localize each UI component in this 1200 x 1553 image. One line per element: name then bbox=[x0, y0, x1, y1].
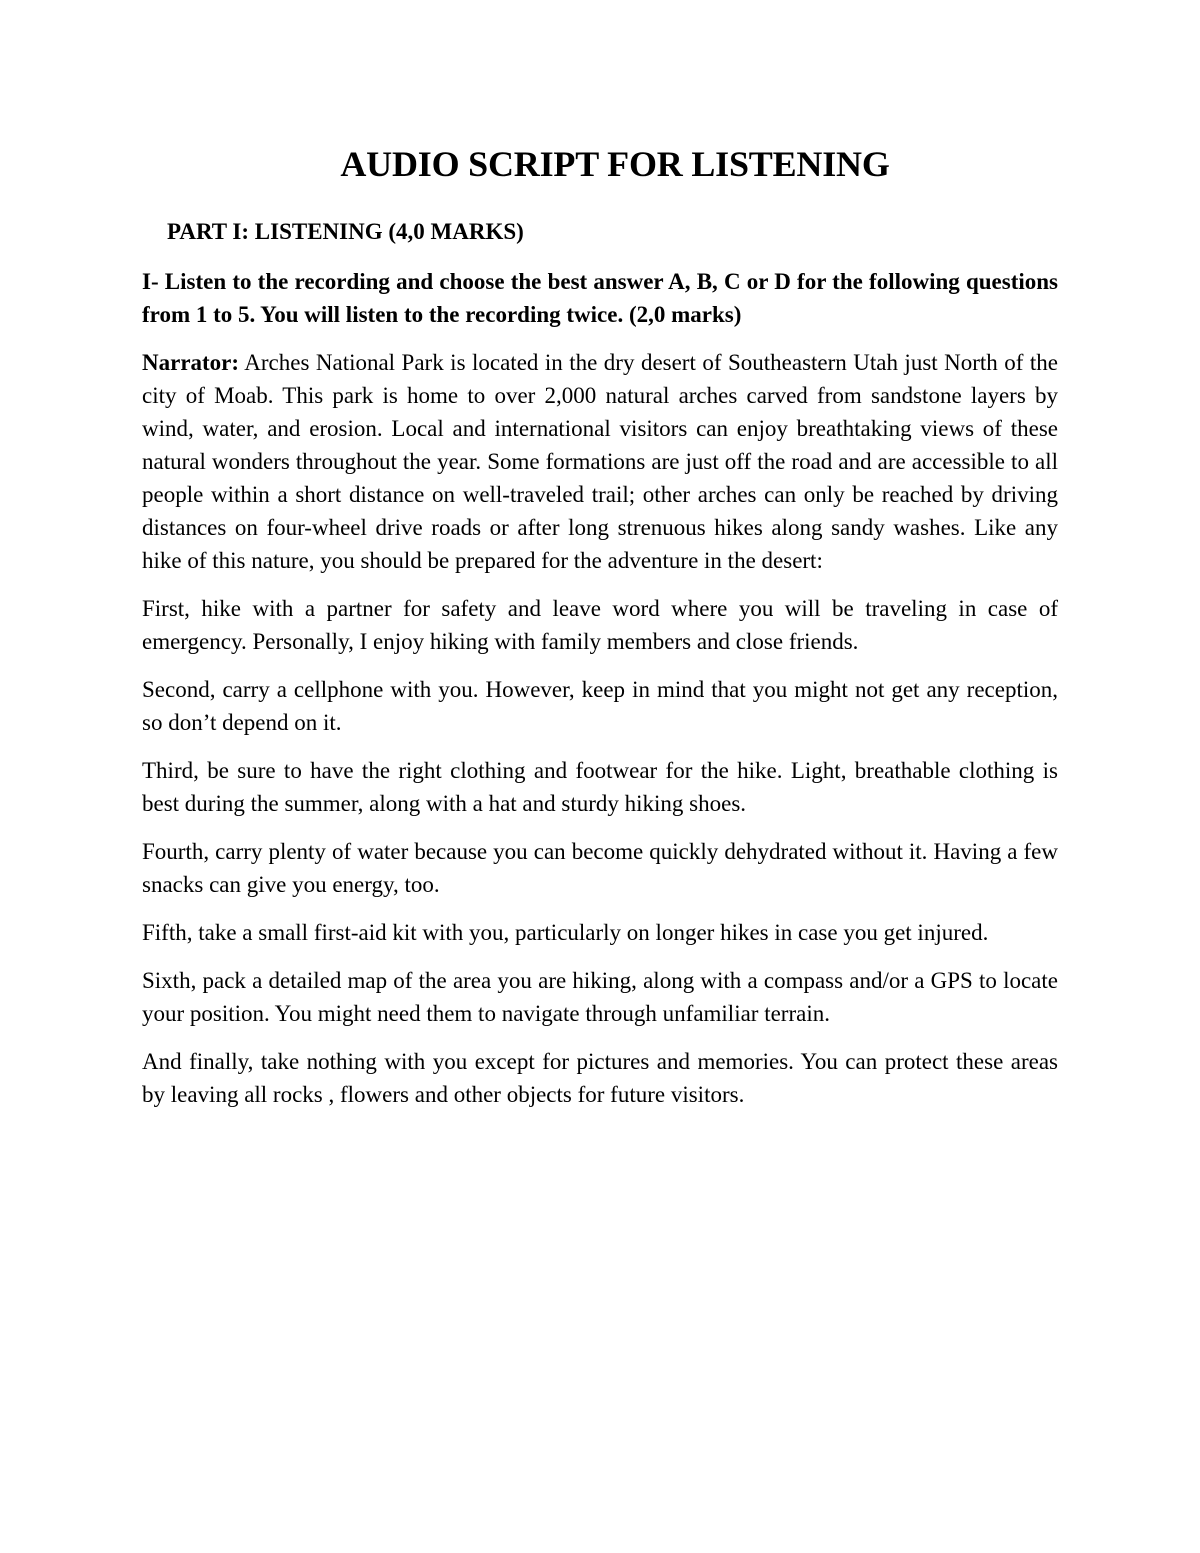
narrator-label: Narrator: bbox=[142, 350, 240, 375]
paragraph-finally: And finally, take nothing with you except for pictures and memories. You can protect these areas by leaving all rocks , flowers and other objects for future visitors. bbox=[142, 1049, 1058, 1107]
paragraph-fourth: Fourth, carry plenty of water because you can become quickly dehydrated without it. Having a few snacks can give you energy, too. bbox=[142, 839, 1058, 897]
document-page bbox=[142, 138, 1058, 1111]
paragraph-second: Second, carry a cellphone with you. However, keep in mind that you might not get any reception, so don’t depend on it. bbox=[142, 677, 1058, 735]
part-heading: PART I: LISTENING (4,0 MARKS) bbox=[167, 219, 524, 244]
document-title: AUDIO SCRIPT FOR LISTENING bbox=[340, 144, 890, 184]
instruction-text: I- Listen to the recording and choose the best answer A, B, C or D for the following questions from 1 to 5. You will listen to the recording twice. (2,0 marks) bbox=[142, 269, 1058, 327]
paragraph-first: First, hike with a partner for safety and leave word where you will be traveling in case of emergency. Personally, I enjoy hiking with family members and close friends. bbox=[142, 596, 1058, 654]
narrator-text: Arches National Park is located in the dry desert of Southeastern Utah just North of the city of Moab. This park is home to over 2,000 natural arches carved from sandstone layers by wind, water, and erosion. Local and international visitors can enjoy breathtaking views of these natural wonders throughout the year. Some formations are just off the road and are accessible to all people within a short distance on well-traveled trail; other arches can only be reached by driving distances on four-wheel drive roads or after long strenuous hikes along sandy washes. Like any hike of this nature, you should be prepared for the adventure in the desert: bbox=[142, 350, 1058, 573]
paragraph-sixth: Sixth, pack a detailed map of the area you are hiking, along with a compass and/or a GPS to locate your position. You might need them to navigate through unfamiliar terrain. bbox=[142, 968, 1058, 1026]
paragraph-third: Third, be sure to have the right clothing and footwear for the hike. Light, breathable clothing is best during the summer, along with a hat and sturdy hiking shoes. bbox=[142, 758, 1058, 816]
paragraph-fifth: Fifth, take a small first-aid kit with you, particularly on longer hikes in case you get injured. bbox=[142, 920, 989, 945]
narrator-paragraph bbox=[142, 346, 1058, 577]
